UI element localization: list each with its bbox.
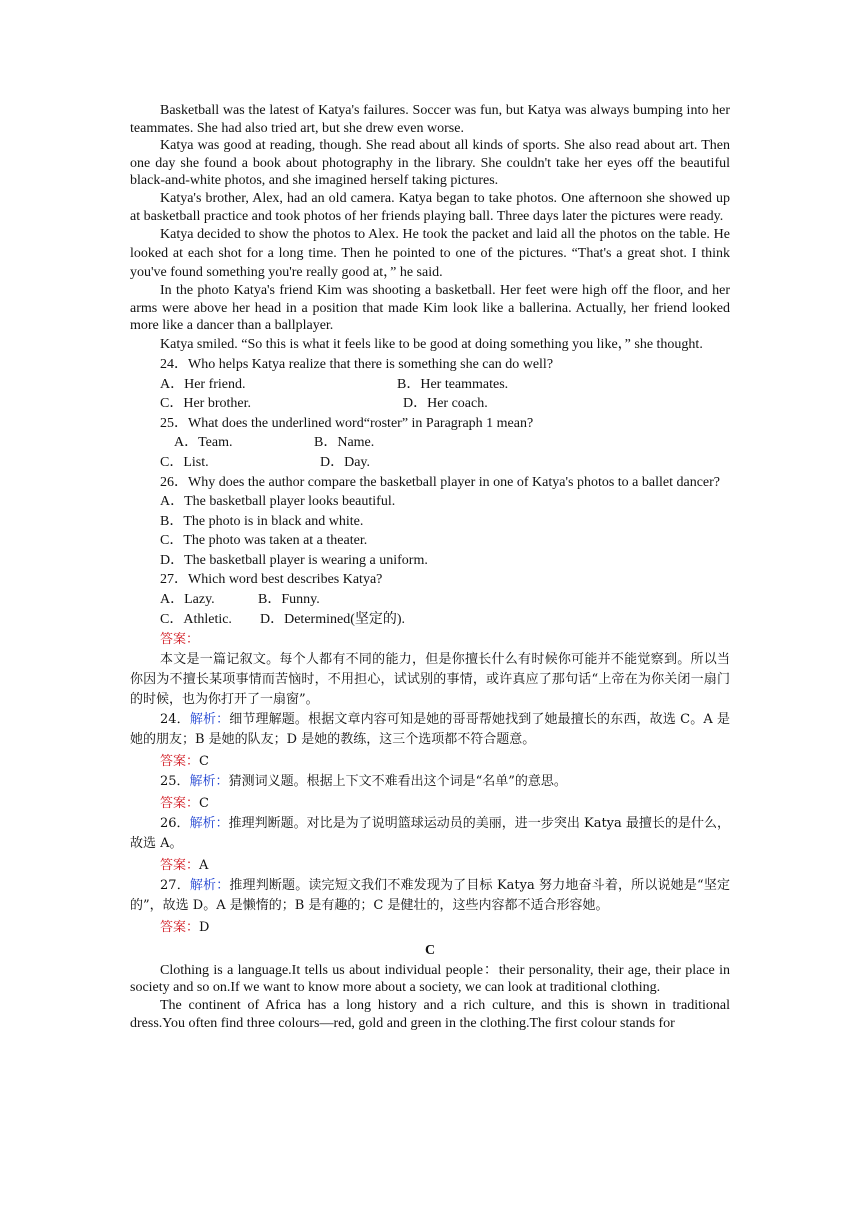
analysis-text: 细节理解题。根据文章内容可知是她的哥哥帮她找到了她最擅长的东西，故选 C。A 是她的朋友；B 是她的队友；D 是她的教练，这三个选项都不符合题意。 <box>130 712 731 748</box>
option: B．Her teammates. <box>397 376 509 392</box>
passage-paragraph: Katya decided to show the photos to Alex. He took the packet and laid all the photos on the table. He looked at each shot for a long time. Then he pointed to one of the pictures. “That's a great shot. I think you've found something you're really good at，” he said. <box>130 227 730 281</box>
answer-value: A <box>199 858 209 874</box>
option: B．The photo is in black and white. <box>160 513 364 529</box>
answer-24 <box>130 752 730 772</box>
answer-value: C <box>199 754 209 770</box>
options-row <box>130 395 730 413</box>
analysis-text: 猜测词义题。根据上下文不难看出这个词是“名单”的意思。 <box>228 774 567 790</box>
passage-paragraph: Katya was good at reading, though. She read about all kinds of sports. She also read about art. Then one day she found a book about photography in the library. She couldn't take her eyes off the beautiful black-and-white photos, and she imagined herself taking pictures. <box>130 138 730 189</box>
option: D．Her coach. <box>403 396 488 412</box>
option: A．Lazy. <box>160 592 215 608</box>
option: B．Name. <box>314 435 375 451</box>
option: A．The basketball player looks beautiful. <box>160 494 396 510</box>
question-26: 26．Why does the author compare the basketball player in one of Katya's photos to a ballet dancer? <box>160 474 720 490</box>
analysis-label: 解析： <box>189 816 229 832</box>
passage-paragraph: Katya's brother, Alex, had an old camera. Katya began to take photos. One afternoon she showed up at basketball practice and took photos of her friends playing ball. Three days later the pictures were ready. <box>130 190 730 224</box>
analysis-text: 推理判断题。对比是为了说明篮球运动员的美丽，进一步突出 Katya 最擅长的是什么，故选 A。 <box>130 816 730 852</box>
option: C．List. <box>160 454 209 470</box>
option: D．Determined(坚定的). <box>260 611 406 627</box>
option: C．Her brother. <box>160 396 251 412</box>
answer-25 <box>130 794 730 814</box>
option: C．The photo was taken at a theater. <box>160 533 368 549</box>
analysis-number: 25． <box>160 774 190 790</box>
answer-26 <box>130 856 730 876</box>
analysis-27 <box>130 876 730 916</box>
option: B．Funny. <box>258 592 320 608</box>
passage-paragraph: Clothing is a language.It tells us about individual people：their personality, their age, their place in society and so on.If we want to know more about a society, we can look at traditional clothing. <box>130 962 730 996</box>
option: A．Her friend. <box>160 376 246 392</box>
analysis-26 <box>130 814 730 854</box>
answer-value: D <box>199 920 210 936</box>
analysis-25 <box>130 772 730 792</box>
analysis-text: 推理判断题。读完短文我们不难发现为了目标 Katya 努力地奋斗着，所以说她是“坚定的”，故选 D。A 是懒惰的；B 是有趣的；C 是健壮的，这些内容都不适合形容她。 <box>130 878 730 914</box>
answer-label: 答案： <box>160 858 200 874</box>
answer-label: 答案： <box>160 754 200 770</box>
analysis-label: 解析： <box>189 878 230 894</box>
analysis-number: 27． <box>160 878 190 894</box>
answer-value: C <box>199 796 209 812</box>
option: D．Day. <box>320 454 371 470</box>
answer-27 <box>130 918 730 938</box>
options-row <box>130 611 730 629</box>
analysis-number: 26． <box>160 816 190 832</box>
option: A．Team. <box>174 435 233 451</box>
options-row <box>130 454 730 472</box>
answer-intro: 本文是一篇记叙文。每个人都有不同的能力，但是你擅长什么有时候你可能并不能觉察到。所以当你因为不擅长某项事情而苦恼时，不用担心，试试别的事情，或许真应了那句话“上帝在为你关闭一扇门的时候，也为你打开了一扇窗”。 <box>130 652 730 708</box>
section-heading: C <box>424 943 436 959</box>
options-row <box>130 591 730 609</box>
document-page <box>130 102 730 1032</box>
analysis-label: 解析： <box>189 712 230 728</box>
analysis-number: 24． <box>160 712 190 728</box>
question-25: 25．What does the underlined word“roster” in Paragraph 1 mean? <box>160 415 534 431</box>
option: C．Athletic. <box>160 611 232 627</box>
answer-label: 答案： <box>160 920 200 936</box>
passage-paragraph: Katya smiled. “So this is what it feels like to be good at doing something you like，” she thought. <box>160 336 703 352</box>
option: D．The basketball player is wearing a uniform. <box>160 552 428 568</box>
options-row <box>130 434 730 452</box>
question-27: 27．Which word best describes Katya? <box>160 572 383 588</box>
passage-paragraph: Basketball was the latest of Katya's failures. Soccer was fun, but Katya was always bumping into her teammates. She had also tried art, but she drew even worse. <box>130 103 730 136</box>
answer-label: 答案： <box>160 632 200 648</box>
answer-heading <box>130 630 730 650</box>
passage-paragraph: In the photo Katya's friend Kim was shooting a basketball. Her feet were high off the floor, and her arms were above her head in a position that made Kim look like a ballerina. Actually, her friend looked more like a dancer than a ballplayer. <box>130 283 730 334</box>
options-row <box>130 376 730 394</box>
passage-paragraph: The continent of Africa has a long history and a rich culture, and this is shown in traditional dress.You often find three colours—red, gold and green in the clothing.The first colour stands for <box>130 998 730 1031</box>
answer-label: 答案： <box>160 796 200 812</box>
question-24: 24．Who helps Katya realize that there is something she can do well? <box>160 356 554 372</box>
analysis-24 <box>130 710 730 750</box>
analysis-label: 解析： <box>189 774 229 790</box>
